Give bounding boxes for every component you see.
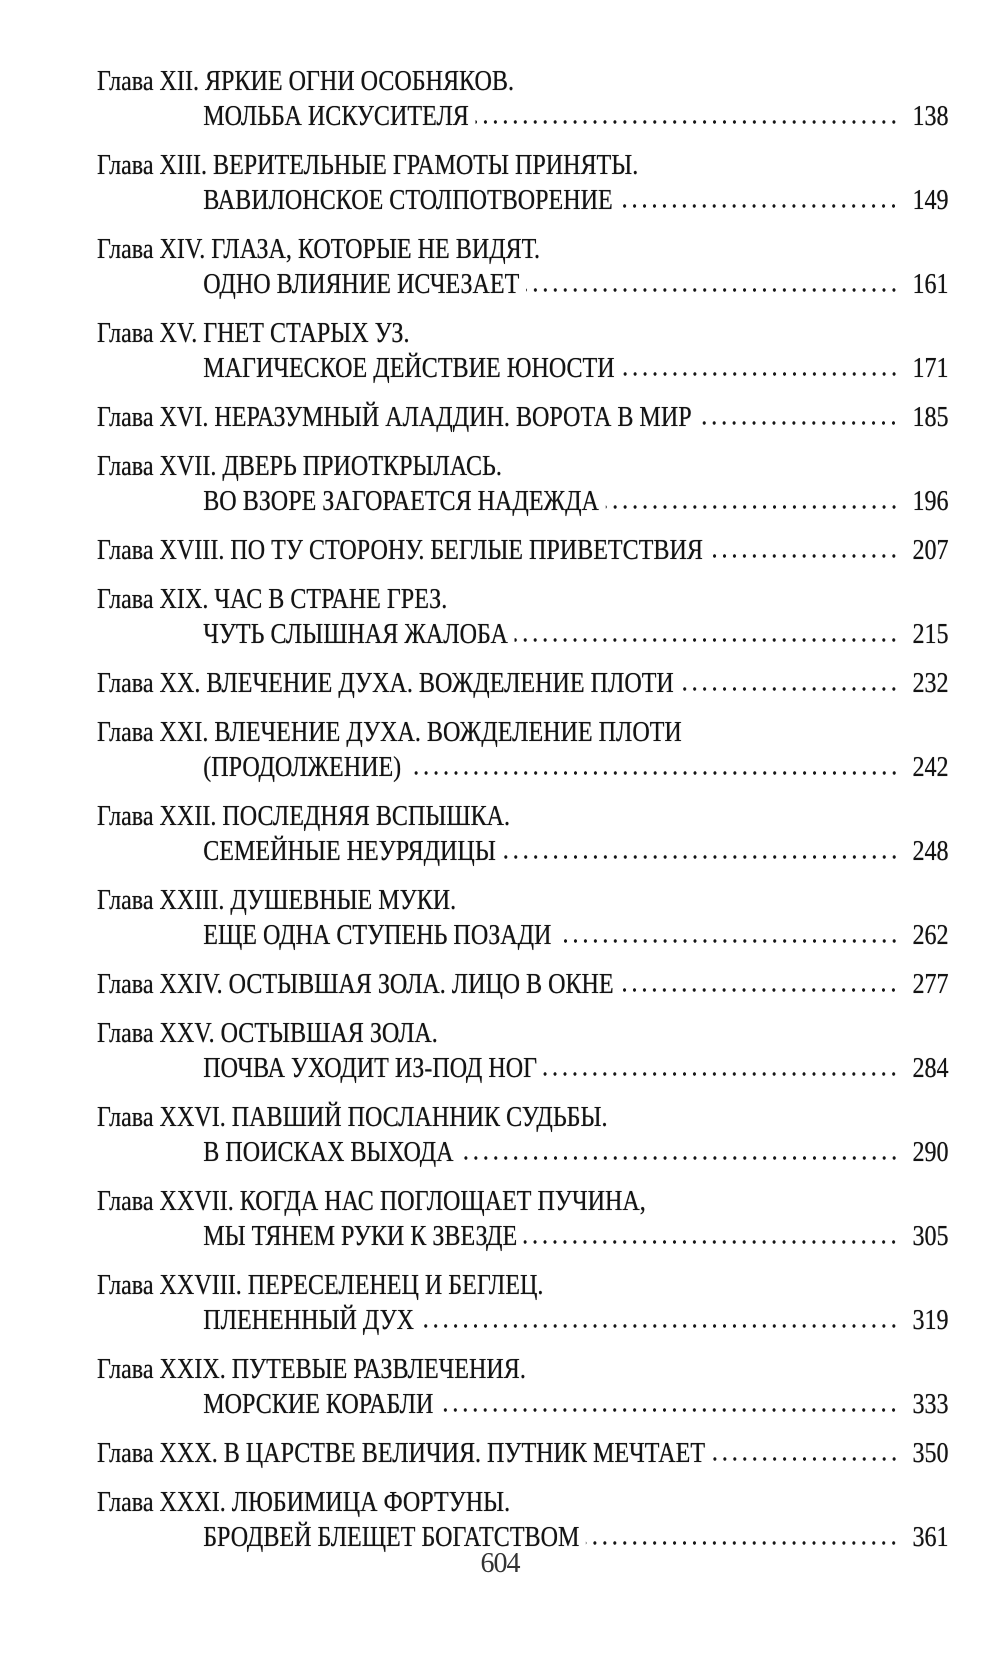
chapter-title-line	[97, 400, 949, 435]
toc-entry	[97, 883, 949, 953]
chapter-title: Глава XXIII. ДУШЕВНЫЕ МУКИ.	[97, 884, 457, 916]
chapter-title: Глава XXX. В ЦАРСТВЕ ВЕЛИЧИЯ. ПУТНИК МЕЧТАЕТ	[97, 1437, 706, 1469]
chapter-title-continuation	[97, 351, 949, 386]
chapter-title: Глава XXII. ПОСЛЕДНЯЯ ВСПЫШКА.	[97, 800, 511, 832]
chapter-title-line	[97, 1100, 949, 1135]
chapter-title: Глава XXVI. ПАВШИЙ ПОСЛАННИК СУДЬБЫ.	[97, 1101, 608, 1133]
chapter-title: Глава XXXI. ЛЮБИМИЦА ФОРТУНЫ.	[97, 1486, 511, 1518]
chapter-title-continuation	[97, 484, 949, 519]
chapter-page-number: 284	[912, 1052, 949, 1084]
toc-entry	[97, 1100, 949, 1170]
chapter-title-continuation	[97, 1219, 949, 1254]
chapter-title: ЧУТЬ СЛЫШНАЯ ЖАЛОБА	[203, 618, 508, 650]
chapter-title-line	[97, 715, 949, 750]
toc-entry	[97, 533, 949, 568]
dot-leader	[712, 1456, 899, 1462]
toc-entry	[97, 232, 949, 302]
toc-entry	[97, 449, 949, 519]
chapter-title-continuation	[97, 750, 949, 785]
chapter-title-line	[97, 1016, 949, 1051]
dot-leader	[621, 371, 898, 377]
chapter-page-number: 232	[912, 667, 949, 699]
chapter-title-continuation	[97, 99, 949, 134]
chapter-title: Глава XVII. ДВЕРЬ ПРИОТКРЫЛАСЬ.	[97, 450, 502, 482]
toc-entry	[97, 400, 949, 435]
chapter-title: Глава XXI. ВЛЕЧЕНИЕ ДУХА. ВОЖДЕЛЕНИЕ ПЛОТИ	[97, 716, 682, 748]
dot-leader	[421, 1323, 899, 1329]
toc-entry	[97, 799, 949, 869]
chapter-page-number: 248	[912, 835, 949, 867]
chapter-title-line	[97, 1184, 949, 1219]
dot-leader	[524, 1239, 899, 1245]
toc-entry	[97, 1184, 949, 1254]
chapter-page-number: 149	[912, 184, 949, 216]
toc-entry	[97, 64, 949, 134]
chapter-title-continuation	[97, 1051, 949, 1086]
dot-leader	[526, 287, 899, 293]
toc-entry	[97, 1352, 949, 1422]
chapter-title-line	[97, 582, 949, 617]
chapter-page-number: 242	[912, 751, 949, 783]
chapter-title: ПЛЕНЕННЫЙ ДУХ	[203, 1304, 415, 1336]
dot-leader	[698, 420, 899, 426]
toc-entry	[97, 666, 949, 701]
dot-leader	[475, 119, 898, 125]
chapter-title-line	[97, 232, 949, 267]
chapter-page-number: 138	[912, 100, 949, 132]
chapter-page-number: 262	[912, 919, 949, 951]
chapter-title: (ПРОДОЛЖЕНИЕ)	[203, 751, 402, 783]
chapter-title: Глава XXIV. ОСТЫВШАЯ ЗОЛА. ЛИЦО В ОКНЕ	[97, 968, 614, 1000]
chapter-title-line	[97, 799, 949, 834]
chapter-title: МОЛЬБА ИСКУСИТЕЛЯ	[203, 100, 469, 132]
chapter-title: ЕЩЕ ОДНА СТУПЕНЬ ПОЗАДИ	[203, 919, 552, 951]
chapter-title: СЕМЕЙНЫЕ НЕУРЯДИЦЫ	[203, 835, 496, 867]
chapter-title: Глава XIV. ГЛАЗА, КОТОРЫЕ НЕ ВИДЯТ.	[97, 233, 540, 265]
chapter-title: ВАВИЛОНСКОЕ СТОЛПОТВОРЕНИЕ	[203, 184, 613, 216]
chapter-page-number: 207	[912, 534, 949, 566]
toc-entry	[97, 316, 949, 386]
chapter-page-number: 333	[912, 1388, 949, 1420]
chapter-title-line	[97, 64, 949, 99]
chapter-title-line	[97, 1485, 949, 1520]
chapter-title-continuation	[97, 1387, 949, 1422]
dot-leader	[606, 504, 899, 510]
chapter-title-continuation	[97, 918, 949, 953]
page-number: 604	[480, 1548, 520, 1579]
chapter-page-number: 215	[912, 618, 949, 650]
table-of-contents	[97, 64, 949, 1569]
chapter-title: Глава XVI. НЕРАЗУМНЫЙ АЛАДДИН. ВОРОТА В МИР	[97, 401, 692, 433]
chapter-title-line	[97, 148, 949, 183]
chapter-title-continuation	[97, 1303, 949, 1338]
chapter-title: Глава XXVIII. ПЕРЕСЕЛЕНЕЦ И БЕГЛЕЦ.	[97, 1269, 544, 1301]
chapter-title: Глава XIII. ВЕРИТЕЛЬНЫЕ ГРАМОТЫ ПРИНЯТЫ.	[97, 149, 639, 181]
chapter-title-line	[97, 1268, 949, 1303]
toc-entry	[97, 1436, 949, 1471]
chapter-title: ОДНО ВЛИЯНИЕ ИСЧЕЗАЕТ	[203, 268, 520, 300]
chapter-page-number: 171	[912, 352, 949, 384]
chapter-title-line	[97, 883, 949, 918]
chapter-page-number: 305	[912, 1220, 949, 1252]
dot-leader	[502, 854, 898, 860]
chapter-title-line	[97, 1352, 949, 1387]
toc-entry	[97, 967, 949, 1002]
chapter-title-line	[97, 1436, 949, 1471]
toc-entry	[97, 1485, 949, 1555]
chapter-page-number: 161	[912, 268, 949, 300]
chapter-title-continuation	[97, 834, 949, 869]
chapter-title-line	[97, 967, 949, 1002]
dot-leader	[544, 1071, 899, 1077]
chapter-title-continuation	[97, 617, 949, 652]
chapter-title: БРОДВЕЙ БЛЕЩЕТ БОГАТСТВОМ	[203, 1521, 580, 1553]
chapter-title: Глава XVIII. ПО ТУ СТОРОНУ. БЕГЛЫЕ ПРИВЕТСТВИЯ	[97, 534, 703, 566]
chapter-title-line	[97, 449, 949, 484]
dot-leader	[460, 1155, 899, 1161]
chapter-title-line	[97, 666, 949, 701]
dot-leader	[620, 987, 899, 993]
chapter-title: Глава XXIX. ПУТЕВЫЕ РАЗВЛЕЧЕНИЯ.	[97, 1353, 526, 1385]
chapter-title: Глава XXV. ОСТЫВШАЯ ЗОЛА.	[97, 1017, 438, 1049]
chapter-title: Глава XV. ГНЕТ СТАРЫХ УЗ.	[97, 317, 410, 349]
chapter-title: МОРСКИЕ КОРАБЛИ	[203, 1388, 434, 1420]
chapter-title: ВО ВЗОРЕ ЗАГОРАЕТСЯ НАДЕЖДА	[203, 485, 599, 517]
toc-entry	[97, 148, 949, 218]
toc-entry	[97, 1268, 949, 1338]
chapter-page-number: 319	[912, 1304, 949, 1336]
chapter-page-number: 185	[912, 401, 949, 433]
chapter-title: В ПОИСКАХ ВЫХОДА	[203, 1136, 454, 1168]
chapter-title-continuation	[97, 183, 949, 218]
chapter-title-line	[97, 316, 949, 351]
chapter-title: МЫ ТЯНЕМ РУКИ К ЗВЕЗДЕ	[203, 1220, 518, 1252]
chapter-title: МАГИЧЕСКОЕ ДЕЙСТВИЕ ЮНОСТИ	[203, 352, 615, 384]
chapter-title: ПОЧВА УХОДИТ ИЗ-ПОД НОГ	[203, 1052, 538, 1084]
chapter-page-number: 277	[912, 968, 949, 1000]
dot-leader	[558, 938, 899, 944]
chapter-title-line	[97, 533, 949, 568]
chapter-page-number: 290	[912, 1136, 949, 1168]
toc-entry	[97, 582, 949, 652]
chapter-page-number: 196	[912, 485, 949, 517]
chapter-title: Глава XII. ЯРКИЕ ОГНИ ОСОБНЯКОВ.	[97, 65, 514, 97]
chapter-page-number: 361	[912, 1521, 949, 1553]
dot-leader	[440, 1407, 899, 1413]
dot-leader	[515, 637, 899, 643]
chapter-title: Глава XXVII. КОГДА НАС ПОГЛОЩАЕТ ПУЧИНА,	[97, 1185, 646, 1217]
dot-leader	[408, 770, 899, 776]
dot-leader	[680, 686, 898, 692]
dot-leader	[586, 1540, 899, 1546]
chapter-title: Глава XX. ВЛЕЧЕНИЕ ДУХА. ВОЖДЕЛЕНИЕ ПЛОТИ	[97, 667, 674, 699]
chapter-title-continuation	[97, 1135, 949, 1170]
toc-entry	[97, 1016, 949, 1086]
chapter-title-continuation	[97, 267, 949, 302]
dot-leader	[710, 553, 899, 559]
toc-entry	[97, 715, 949, 785]
dot-leader	[619, 203, 898, 209]
chapter-page-number: 350	[912, 1437, 949, 1469]
chapter-title: Глава XIX. ЧАС В СТРАНЕ ГРЕЗ.	[97, 583, 448, 615]
